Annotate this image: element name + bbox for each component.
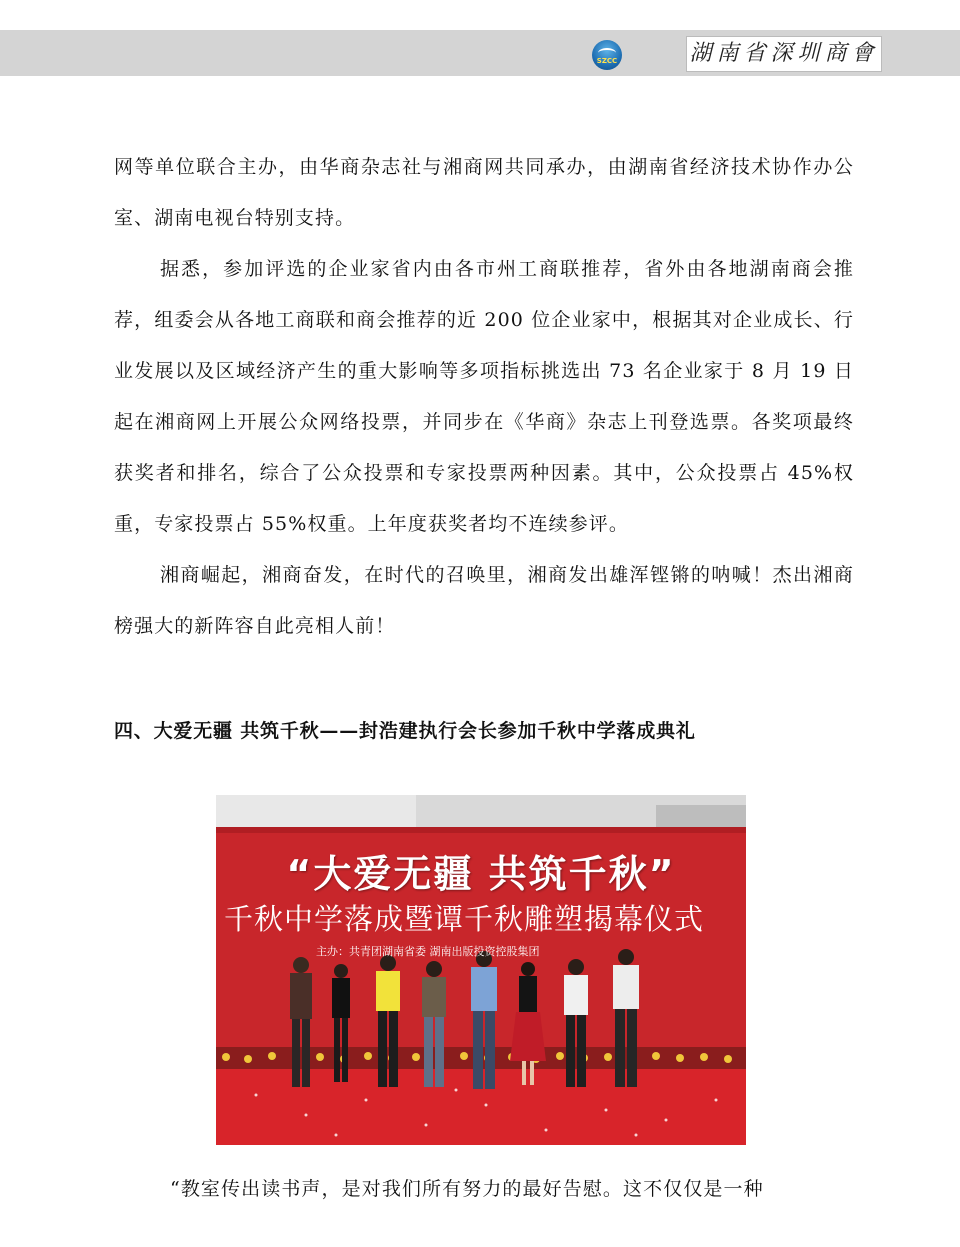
section-heading: 四、大爱无疆 共筑千秋——封浩建执行会长参加千秋中学落成典礼: [114, 720, 696, 742]
ceremony-photo: [216, 795, 746, 1145]
banner-subtitle: 千秋中学落成暨谭千秋雕塑揭幕仪式: [224, 902, 705, 936]
paragraph-2: 据悉，参加评选的企业家省内由各市州工商联推荐，省外由各地湖南商会推荐，组委会从各地工商联和商会推荐的近 200 位企业家中，根据其对企业成长、行业发展以及区域经济产生的重大影响等多项指标挑选出 73 名企业家于 8 月 19 日起在湘商网上开展公众网络投票，并同步在《华商》杂志上刊登选票。各奖项最终获奖者和排名，综合了公众投票和专家投票两种因素。其中，公众投票占 45%权重，专家投票占 55%权重。上年度获奖者均不连续参评。: [114, 258, 854, 535]
article-body: [114, 142, 854, 652]
org-title: 湖南省深圳商會: [686, 36, 882, 72]
logo-text: SZCC: [596, 57, 618, 65]
banner-host: 主办：共青团湖南省委 湖南出版投资控股集团: [316, 945, 540, 958]
quote-line: “教室传出读书声，是对我们所有努力的最好告慰。这不仅仅是一种: [170, 1178, 764, 1200]
szcc-logo: [592, 40, 622, 70]
banner-title: “大爱无疆 共筑千秋”: [286, 852, 676, 896]
paragraph-3: 湘商崛起，湘商奋发，在时代的召唤里，湘商发出雄浑铿锵的呐喊！杰出湘商榜强大的新阵容自此亮相人前！: [114, 564, 854, 637]
paragraph-1: 网等单位联合主办，由华商杂志社与湘商网共同承办，由湖南省经济技术协作办公室、湖南电视台特别支持。: [114, 156, 854, 229]
